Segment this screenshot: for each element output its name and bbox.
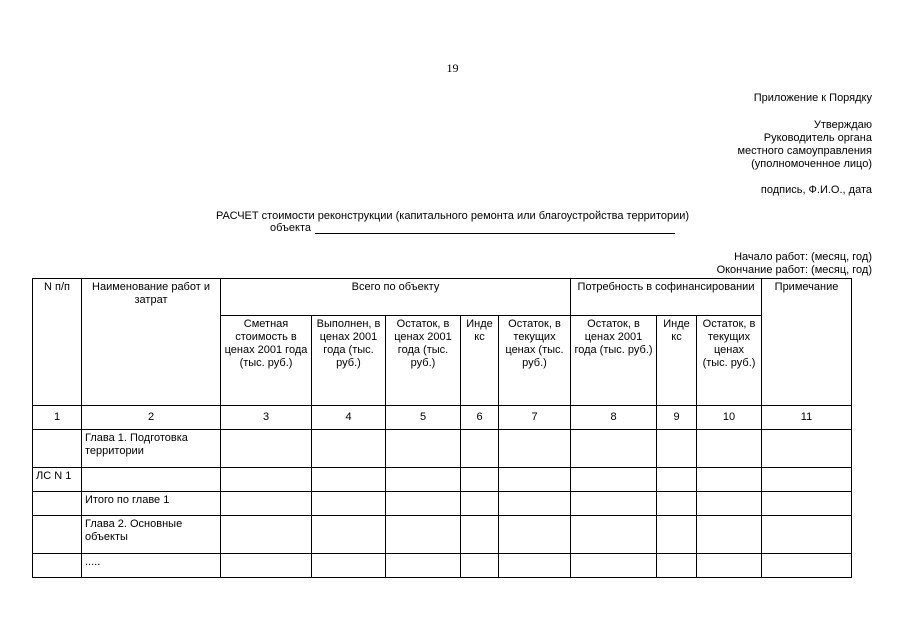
approval-block xyxy=(737,119,872,171)
table-row xyxy=(33,468,852,492)
header-c8: Остаток, в ценах 2001 года (тыс. руб.) xyxy=(571,316,657,406)
row-name: ..... xyxy=(82,554,221,578)
row-no xyxy=(33,554,82,578)
header-c3: Сметная стоимость в ценах 2001 года (тыс. руб.) xyxy=(221,316,312,406)
table-row xyxy=(33,516,852,554)
signature-line: подпись, Ф.И.О., дата xyxy=(760,184,872,196)
work-dates xyxy=(717,251,872,277)
object-line xyxy=(270,222,675,234)
table-row xyxy=(33,492,852,516)
calculation-table xyxy=(32,278,852,578)
document-title: РАСЧЕТ стоимости реконструкции (капитального ремонта или благоустройства территории) xyxy=(215,210,690,222)
row-no xyxy=(33,516,82,554)
col-number: 8 xyxy=(571,406,657,430)
row-name: Глава 1. Подготовка территории xyxy=(82,430,221,468)
appendix-note: Приложение к Порядку xyxy=(753,92,872,104)
col-number: 5 xyxy=(386,406,461,430)
header-row-1 xyxy=(33,279,852,316)
object-blank xyxy=(315,222,675,234)
col-number: 7 xyxy=(499,406,571,430)
approver-line-3: (уполномоченное лицо) xyxy=(751,158,872,170)
col-number: 1 xyxy=(33,406,82,430)
header-total-group: Всего по объекту xyxy=(221,279,571,316)
end-date: Окончание работ: (месяц, год) xyxy=(716,264,872,276)
header-c5: Остаток, в ценах 2001 года (тыс. руб.) xyxy=(386,316,461,406)
approve-word: Утверждаю xyxy=(813,119,872,131)
table-row xyxy=(33,554,852,578)
header-name: Наименование работ и затрат xyxy=(82,279,221,406)
col-number: 2 xyxy=(82,406,221,430)
row-name: Глава 2. Основные объекты xyxy=(82,516,221,554)
row-no xyxy=(33,430,82,468)
header-c6: Инде кс xyxy=(461,316,499,406)
header-note: Примечание xyxy=(762,279,852,406)
row-name: Итого по главе 1 xyxy=(82,492,221,516)
col-number: 9 xyxy=(657,406,697,430)
row-no xyxy=(33,492,82,516)
table-row xyxy=(33,430,852,468)
header-need-group: Потребность в софинансировании xyxy=(571,279,762,316)
row-name xyxy=(82,468,221,492)
col-number: 10 xyxy=(697,406,762,430)
header-c7: Остаток, в текущих ценах (тыс. руб.) xyxy=(499,316,571,406)
col-number: 3 xyxy=(221,406,312,430)
start-date: Начало работ: (месяц, год) xyxy=(734,251,872,263)
header-no: N п/п xyxy=(33,279,82,406)
col-number: 11 xyxy=(762,406,852,430)
column-number-row xyxy=(33,406,852,430)
page-number: 19 xyxy=(446,61,459,75)
col-number: 6 xyxy=(461,406,499,430)
row-no: ЛС N 1 xyxy=(33,468,82,492)
header-c10: Остаток, в текущих ценах (тыс. руб.) xyxy=(697,316,762,406)
header-c9: Инде кс xyxy=(657,316,697,406)
approver-line-1: Руководитель органа xyxy=(763,132,872,144)
header-c4: Выполнен, в ценах 2001 года (тыс. руб.) xyxy=(312,316,386,406)
approver-line-2: местного самоуправления xyxy=(737,145,872,157)
col-number: 4 xyxy=(312,406,386,430)
object-label: объекта xyxy=(270,222,312,234)
